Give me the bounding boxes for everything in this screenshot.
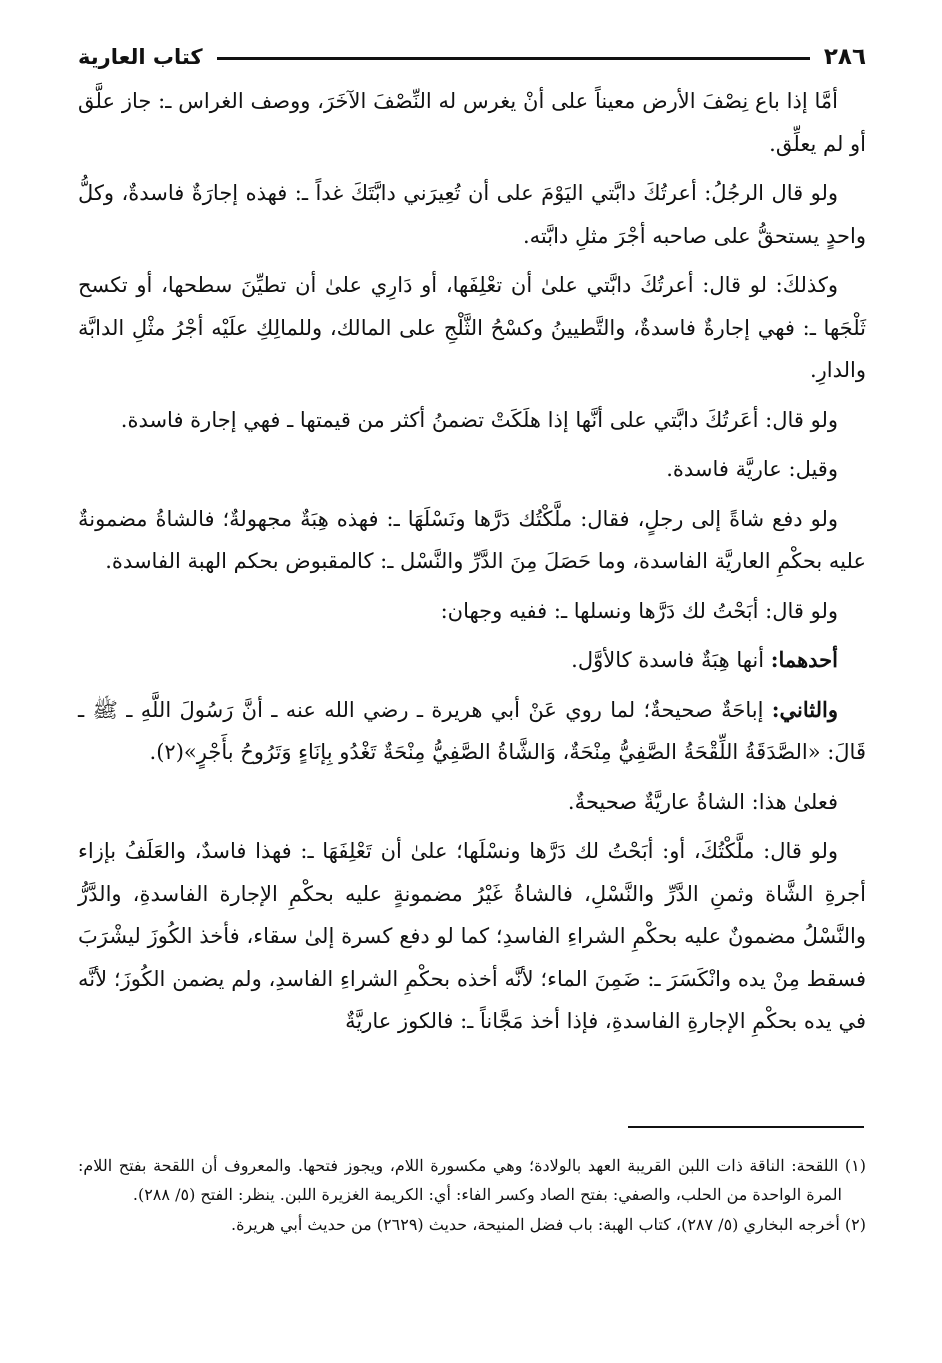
paragraph-8 [78,639,866,682]
header-rule [217,57,810,60]
paragraph-lead: أحدهما: [770,647,838,672]
footnotes [78,1152,866,1242]
paragraph-text: ولو قال: أعَرتُكَ دابَّتي على أنَّها إذا هلَكَتْ تضمنُ أكثر من قيمتها ـ فهي إجارة فاسدة. [120,407,838,432]
paragraph-text: ولو قال: ملَّكْتُكَ، أو: أبَحْتُ لك دَرَّها ونسْلَها؛ علىٰ أن تَعْلِفَهَا ـ: فهذا فاسدٌ، والعَلَفُ بإزاء أجرةِ الشَّاة وثمنِ الدَّرِّ والنَّسْلِ، فالشاةُ غَيْرُ مضمونةٍ عليه بحكْمِ الإجارة الفاسدةِ، والدَّرُّ والنَّسْلُ مضمونٌ عليه بحكْمِ الشراءِ الفاسدِ؛ كما لو دفع كسرة إلىٰ سقاء، فأخذ الكُوزَ ليشْرَبَ فسقط مِنْ يده وانْكَسَرَ ـ: ضَمِنَ الماء؛ لأنَّه أخذه بحكْمِ الشراءِ الفاسدِ، ولم يضمن الكُوزَ؛ لأنَّه في يده بحكْمِ الإجارةِ الفاسدةِ، فإذا أخذ مَجَّاناً ـ: فالكوز عاريَّةٌ [78,839,866,1033]
footnote-2: (٢) أخرجه البخاري (٥/ ٢٨٧)، كتاب الهبة: باب فضل المنيحة، حديث (٢٦٢٩) من حديث أبي هريرة. [230,1215,866,1234]
paragraph-text: فعلىٰ هذا: الشاةُ عاريَّةٌ صحيحةٌ. [567,789,838,814]
paragraph-10 [78,781,866,824]
paragraph-text: وقيل: عاريَّة فاسدة. [666,457,838,481]
paragraph-text: إباحَةٌ صحيحةٌ؛ لما روي عَنْ أبي هريرة ـ رضي الله عنه ـ أنَّ رَسُولَ اللَّهِ ـ ﷺ ـ قَالَ: «الصَّدَقَةُ اللِّقْحَةُ الصَّفِيُّ مِنْحَةٌ، وَالشَّاةُ الصَّفِيُّ مِنْحَةٌ تَغْدُو بِإنَاءٍ وَتَرُوحُ بأَجْرٍ»(٢). [78,697,866,764]
footnote-1: (١) اللقحة: الناقة ذات اللبن القريبة العهد بالولادة؛ وهي مكسورة اللام، ويجوز فتحها. والمعروف أن اللقحة بفتح اللام: المرة الواحدة من الحلب، والصفي: بفتح الصاد وكسر الفاء: أي: الكريمة الغزيرة اللبن. ينظر: الفتح (٥/ ٢٨٨). [78,1156,866,1204]
paragraph-11 [78,830,866,1043]
paragraph-text: ولو قال: أبَحْتُ لك دَرَّها ونسلها ـ: ففيه وجهان: [440,598,838,623]
paragraph-2 [78,172,866,257]
paragraph-5 [78,448,866,491]
paragraph-7 [78,590,866,633]
paragraph-text: أنها هِبَةٌ فاسدة كالأوَّل. [571,648,771,672]
paragraph-text: ولو قال الرجُلُ: أعرتُكَ دابَّتي اليَوْمَ على أن تُعِيرَني دابَّتَكَ غداً ـ: فهذه إجارَةٌ فاسدةٌ، وكلُّ واحدٍ يستحقُّ على صاحبه أجْرَ مثلِ دابَّته. [78,181,866,248]
paragraph-text: أمَّا إذا باع نِصْفَ الأرض معيناً على أنْ يغرس له النِّصْفَ الآخَرَ، ووصف الغراس ـ: جاز علَّق أو لم يعلِّق. [78,89,866,156]
paragraph-text: وكذلكَ: لو قال: أعرتُكَ دابَّتي علىٰ أن تعْلِفَها، أو دَارِي علىٰ أن تطيِّنَ سطحها، أو تكسح ثَلْجَها ـ: فهي إجارةٌ فاسدةٌ، والتَّطيينُ وكسْحُ الثَّلْجِ على المالك، وللمالِكِ علَيْه أجْرُ مثْلِ الدابَّة والدارِ. [78,273,866,382]
running-title: كتاب العارية [78,45,203,69]
page-header [78,40,866,74]
paragraph-3 [78,264,866,392]
paragraph-6 [78,498,866,583]
paragraph-lead: والثاني: [771,696,838,722]
page-number: ٢٨٦ [823,44,866,70]
paragraph-text: ولو دفع شاةً إلى رجلٍ، فقال: ملَّكْتُك دَرَّها ونَسْلَهَا ـ: فهذه هِبَةٌ مجهولةٌ؛ فالشاةُ مضمونةٌ عليه بحكْمِ العاريَّة الفاسدة، وما حَصَلَ مِنَ الدَّرِّ والنَّسْل ـ: كالمقبوض بحكم الهبة الفاسدة. [78,506,866,573]
paragraph-4 [78,399,866,442]
paragraph-1 [78,80,866,165]
paragraph-9 [78,689,866,774]
footnote-separator [628,1126,864,1128]
main-text [78,80,866,1050]
